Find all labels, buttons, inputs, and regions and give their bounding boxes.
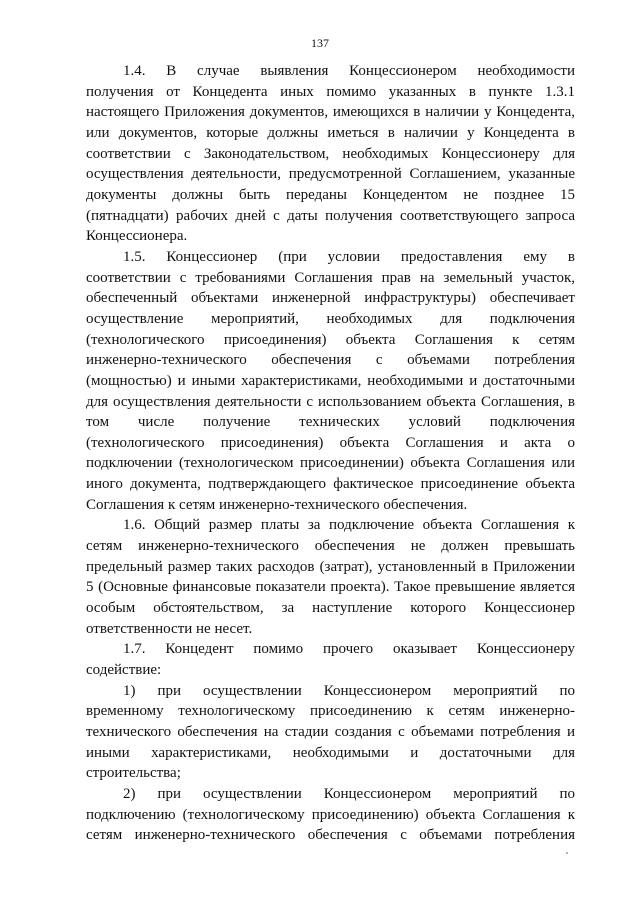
paragraph — [86, 639, 575, 680]
paragraph-line: для осуществления деятельности с использованием объекта Соглашения, в — [86, 393, 575, 410]
paragraph-line: осуществления деятельности, предусмотренной Соглашением, указанные — [86, 166, 575, 183]
paragraph — [86, 681, 575, 784]
paragraph-line: технического обеспечения на стадии создания с объемами потребления и — [86, 724, 575, 740]
paragraph-line: иного документа, подтверждающего фактическое присоединение объекта — [86, 476, 575, 493]
paragraph-line: иными характеристиками, необходимыми и достаточными для — [86, 744, 575, 761]
document-body — [86, 61, 575, 846]
paragraph-line: предельный размер таких расходов (затрат), установленный в Приложении — [86, 558, 575, 575]
paragraph-line: (пятнадцати) рабочих дней с даты получения соответствующего запроса — [86, 207, 575, 224]
paragraph-line: сетям инженерно-технического обеспечения не должен превышать — [86, 538, 575, 555]
paragraph-line: 1.4. В случае выявления Концессионером необходимости — [123, 63, 575, 79]
paragraph-line: или документов, которые должны иметься в наличии у Концедента в — [86, 124, 575, 141]
paragraph-line: документы должны быть переданы Концедентом не позднее 15 — [86, 186, 575, 203]
paragraph-line: (технологического присоединения) объекта Соглашения и акта о — [86, 434, 575, 451]
paragraph-line: осуществление мероприятий, необходимых для подключения — [86, 310, 575, 327]
paragraph — [86, 61, 575, 247]
paragraph-line: 2) при осуществлении Концессионером мероприятий по — [123, 785, 575, 802]
paragraph-line: особым обстоятельством, за наступление которого Концессионер — [86, 600, 575, 617]
paragraph-line: инженерно-технического обеспечения с объемами потребления — [86, 352, 575, 369]
paragraph-line: сетям инженерно-технического обеспечения с объемами потребления — [86, 827, 575, 844]
paragraph-line: (мощностью) и иными характеристиками, необходимыми и достаточными — [86, 372, 575, 389]
paragraph-line: соответствии с Законодательством, необходимых Концессионеру для — [86, 145, 575, 162]
paragraph-line: временному технологическому присоединению к сетям инженерно- — [86, 703, 575, 720]
paragraph-line: 1) при осуществлении Концессионером мероприятий по — [123, 682, 575, 699]
paragraph-line: строительства; — [86, 765, 181, 782]
paragraph-line: 1.6. Общий размер платы за подключение объекта Соглашения к — [123, 517, 575, 534]
page-number: 137 — [311, 36, 329, 50]
paragraph-line: получения от Концедента иных помимо указанных в пункте 1.3.1 — [86, 83, 575, 100]
paragraph-line: 1.5. Концессионер (при условии предоставления ему в — [123, 248, 575, 265]
paragraph-line: Соглашения к сетям инженерно-технического обеспечения. — [86, 496, 468, 513]
paragraph-line: настоящего Приложения документов, имеющихся в наличии у Концедента, — [86, 104, 575, 121]
paragraph — [86, 515, 575, 639]
paragraph-line: Концессионера. — [86, 228, 188, 245]
paragraph-line: обеспеченный объектами инженерной инфраструктуры) обеспечивает — [86, 290, 575, 307]
paragraph-line: соответствии с требованиями Соглашения прав на земельный участок, — [86, 269, 575, 286]
paragraph-line: подключении (технологическом присоединении) объекта Соглашения или — [86, 455, 575, 472]
paragraph — [86, 784, 575, 846]
paragraph-line: (технологического присоединения) объекта Соглашения к сетям — [86, 331, 575, 348]
paragraph-line: том числе получение технических условий подключения — [86, 414, 575, 431]
scan-speck — [566, 852, 568, 854]
paragraph-line: содействие: — [86, 662, 162, 679]
paragraph-line: подключению (технологическому присоединению) объекта Соглашения к — [86, 806, 575, 823]
paragraph-line: 5 (Основные финансовые показатели проекта). Такое превышение является — [86, 579, 575, 596]
paragraph-line: 1.7. Концедент помимо прочего оказывает Концессионеру — [123, 641, 575, 658]
paragraph-line: ответственности не несет. — [86, 620, 253, 637]
paragraph — [86, 247, 575, 516]
